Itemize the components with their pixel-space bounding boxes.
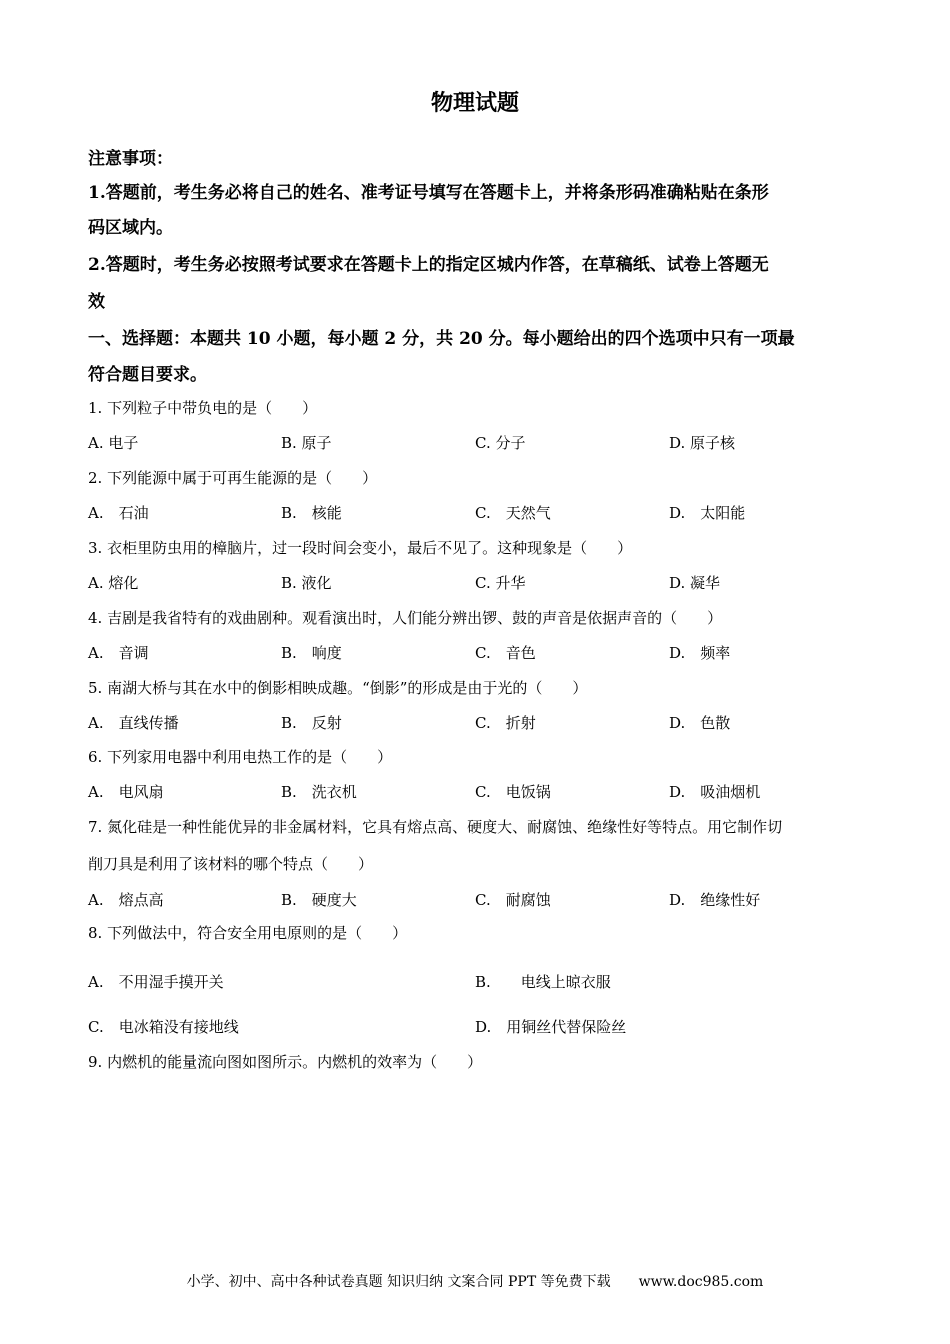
question-5-option-c: C. 折射 — [475, 714, 536, 732]
question-8-stem: 8. 下列做法中，符合安全用电原则的是（ ） — [88, 924, 408, 942]
question-9-stem: 9. 内燃机的能量流向图如图所示。内燃机的效率为（ ） — [88, 1053, 483, 1071]
question-3-stem: 3. 衣柜里防虫用的樟脑片，过一段时间会变小，最后不见了。这种现象是（ ） — [88, 539, 633, 557]
question-5-option-d: D. 色散 — [669, 714, 731, 732]
question-4-stem: 4. 吉剧是我省特有的戏曲剧种。观看演出时，人们能分辨出锣、鼓的声音是依据声音的（ ） — [88, 609, 723, 627]
question-1-option-a: A. 电子 — [88, 434, 139, 452]
question-1-option-b: B. 原子 — [281, 434, 332, 452]
question-2-option-b: B. 核能 — [281, 504, 342, 522]
question-4-option-b: B. 响度 — [281, 644, 342, 662]
question-7-stem: 7. 氮化硅是一种性能优异的非金属材料，它具有熔点高、硬度大、耐腐蚀、绝缘性好等特点。用它制作切 — [88, 818, 783, 836]
question-4-option-c: C. 音色 — [475, 644, 536, 662]
question-3-option-a: A. 熔化 — [88, 574, 139, 592]
question-2-option-a: A. 石油 — [88, 504, 149, 522]
section-heading: 一、选择题：本题共 10 小题，每小题 2 分，共 20 分。每小题给出的四个选项中只有一项最 — [88, 329, 795, 349]
question-6-stem: 6. 下列家用电器中利用电热工作的是（ ） — [88, 748, 393, 766]
question-8-option-b: B. 电线上晾衣服 — [475, 973, 611, 991]
question-8-option-d: D. 用铜丝代替保险丝 — [475, 1018, 627, 1036]
question-3-option-b: B. 液化 — [281, 574, 332, 592]
question-2-option-d: D. 太阳能 — [669, 504, 746, 522]
question-7-option-b: B. 硬度大 — [281, 891, 357, 909]
question-7-option-a: A. 熔点高 — [88, 891, 164, 909]
question-5-stem: 5. 南湖大桥与其在水中的倒影相映成趣。“倒影”的形成是由于光的（ ） — [88, 679, 588, 697]
question-2-stem: 2. 下列能源中属于可再生能源的是（ ） — [88, 469, 378, 487]
question-4-option-d: D. 频率 — [669, 644, 731, 662]
page-title: 物理试题 — [430, 90, 519, 116]
question-3-option-c: C. 升华 — [475, 574, 526, 592]
question-7-stem-cont: 削刀具是利用了该材料的哪个特点（ ） — [88, 855, 374, 873]
question-7-option-d: D. 绝缘性好 — [669, 891, 761, 909]
question-7-option-c: C. 耐腐蚀 — [475, 891, 551, 909]
question-6-option-b: B. 洗衣机 — [281, 783, 357, 801]
notice-item-1-cont: 码区域内。 — [88, 218, 173, 238]
question-5-option-a: A. 直线传播 — [88, 714, 179, 732]
question-1-stem: 1. 下列粒子中带负电的是（ ） — [88, 399, 318, 417]
page-footer: 小学、初中、高中各种试卷真题 知识归纳 文案合同 PPT 等免费下载 www.doc985.com — [186, 1274, 764, 1290]
notice-item-2: 2.答题时，考生务必按照考试要求在答题卡上的指定区城内作答，在草稿纸、试卷上答题无 — [88, 255, 769, 275]
notice-item-1: 1.答题前，考生务必将自己的姓名、准考证号填写在答题卡上，并将条形码准确粘贴在条形 — [88, 183, 769, 203]
notice-heading: 注意事项： — [88, 149, 173, 169]
question-2-option-c: C. 天然气 — [475, 504, 551, 522]
question-8-option-a: A. 不用湿手摸开关 — [88, 973, 224, 991]
question-4-option-a: A. 音调 — [88, 644, 149, 662]
question-6-option-c: C. 电饭锅 — [475, 783, 551, 801]
question-1-option-c: C. 分子 — [475, 434, 526, 452]
question-5-option-b: B. 反射 — [281, 714, 342, 732]
question-6-option-d: D. 吸油烟机 — [669, 783, 761, 801]
question-1-option-d: D. 原子核 — [669, 434, 736, 452]
notice-item-2-cont: 效 — [88, 292, 105, 312]
question-8-option-c: C. 电冰箱没有接地线 — [88, 1018, 239, 1036]
question-6-option-a: A. 电风扇 — [88, 783, 164, 801]
section-heading-cont: 符合题目要求。 — [88, 365, 207, 385]
question-3-option-d: D. 凝华 — [669, 574, 721, 592]
